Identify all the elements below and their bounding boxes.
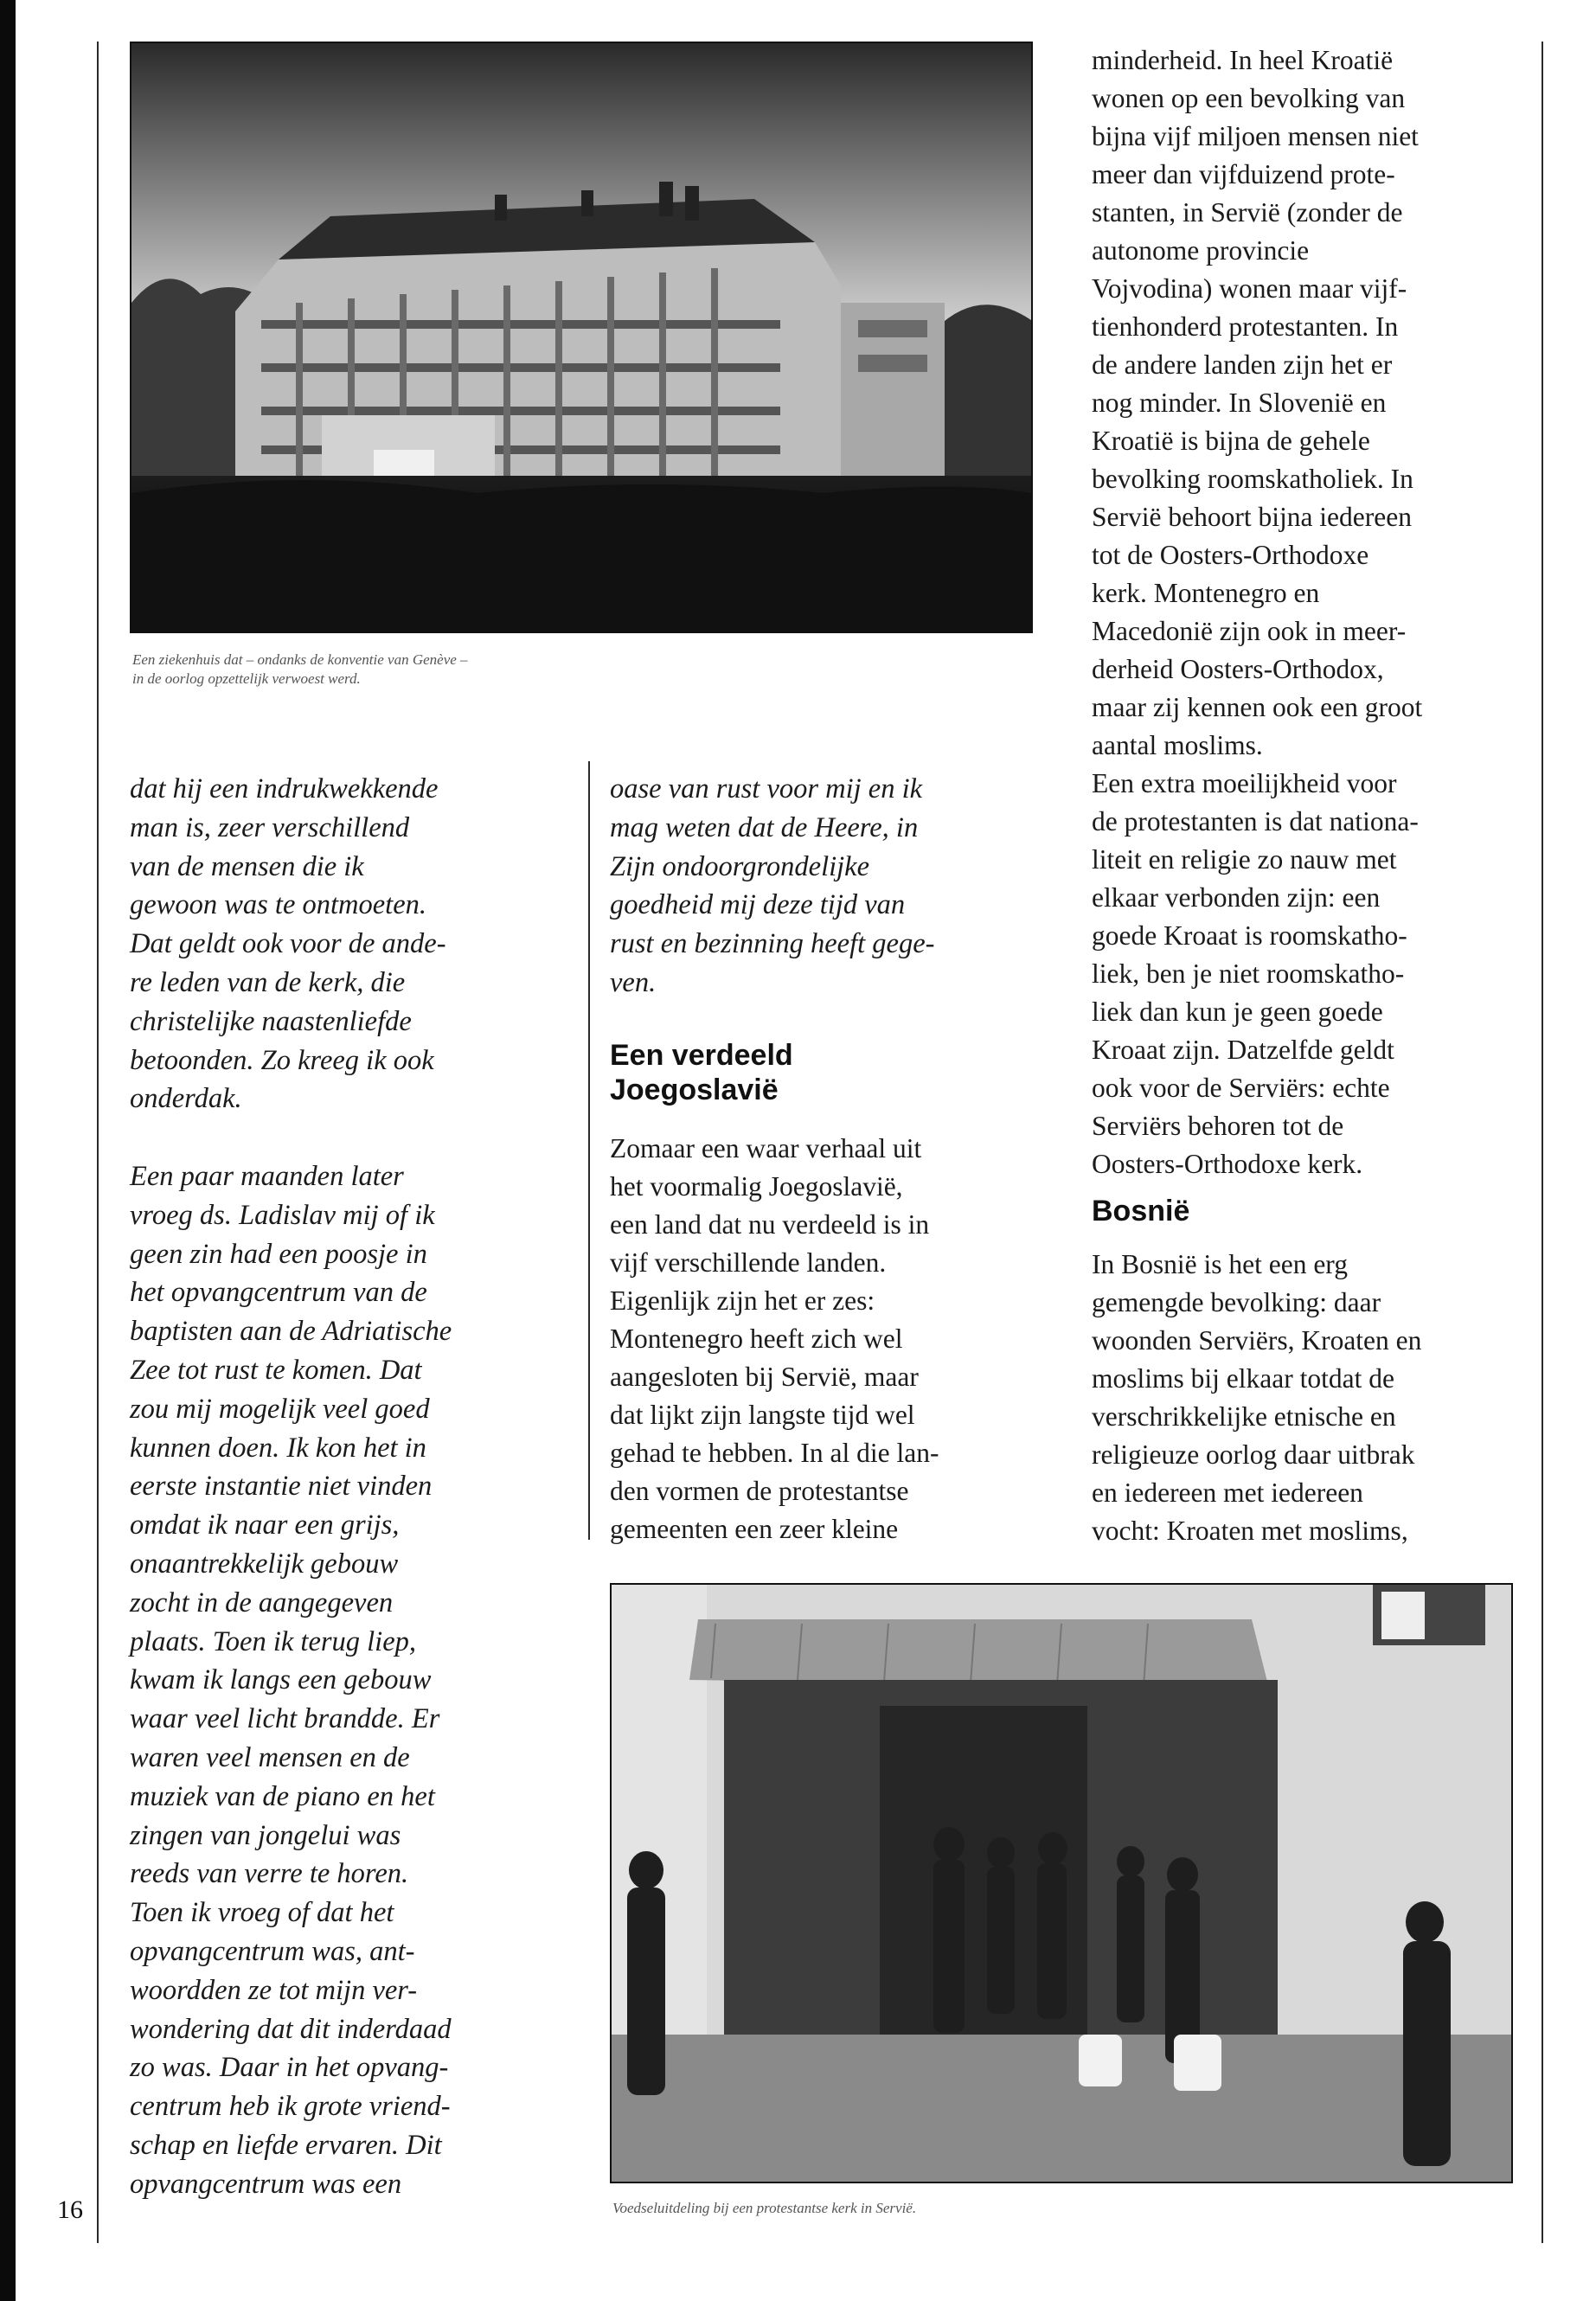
column-rule-left (97, 42, 99, 2243)
column-rule-middle (588, 761, 590, 1540)
scan-edge (0, 0, 16, 2301)
right-column-text-2: In Bosnië is het een erg gemengde bevolking: daar woonden Serviërs, Kroaten en moslims bij elkaar totdat de verschrikkelijke etnische en religieuze oorlog daar uitbrak en iedereen met iedereen vocht: Kroaten met moslims, (1092, 1249, 1422, 1546)
heading-bosnie: Bosnië (1092, 1195, 1190, 1227)
middle-column-text: Zomaar een waar verhaal uit het voormalig Joegoslavië, een land dat nu verdeeld is in vijf verschillende landen. Eigenlijk zijn het er zes: Montenegro heeft zich wel aangesloten bij Servië, maar dat lijkt zijn langste tijd wel gehad te hebben. In al die lan- den vormen de protestantse gemeenten een zeer kleine (610, 1133, 939, 1544)
food-distribution-photo (610, 1583, 1513, 2183)
column-rule-middle-top (1051, 42, 1053, 50)
heading-verdeeld-joegoslavie: Een verdeeld Joegoslavië (610, 1039, 793, 1106)
hospital-photo-caption: Een ziekenhuis dat – ondanks de konventie van Genève – in de oorlog opzettelijk verwoest werd. (132, 651, 468, 687)
column-rule-right (1542, 42, 1543, 2243)
middle-column-italic-text: oase van rust voor mij en ik mag weten dat de Heere, in Zijn ondoorgrondelijke goedheid mij deze tijd van rust en bezinning heeft gege- ven. (610, 773, 935, 998)
hospital-photo (130, 42, 1033, 633)
right-column-text-1: minderheid. In heel Kroatië wonen op een bevolking van bijna vijf miljoen mensen niet meer dan vijfduizend prote- stanten, in Servië (zonder de autonome provincie Vojvodina) wonen maar vijf- tienhonderd protestanten. In de andere landen zijn het er nog minder. In Slovenië en Kroatië is bijna de gehele bevolking roomskatholiek. In Servië behoort bijna iedereen tot de Oosters-Orthodoxe kerk. Montenegro en Macedonië zijn ook in meer- derheid Oosters-Orthodox, maar zij kennen ook een groot aantal moslims. Een extra moeilijkheid voor de protestanten is dat nationa- liteit en religie zo nauw met elkaar verbonden zijn: een goede Kroaat is roomskatho- liek, ben je niet roomskatho- liek dan kun je geen goede Kroaat zijn. Datzelfde geldt ook voor de Serviërs: echte Serviërs behoren tot de Oosters-Orthodoxe kerk. (1092, 45, 1423, 1179)
page-number: 16 (57, 2195, 83, 2224)
food-distribution-photo-caption: Voedseluitdeling bij een protestantse kerk in Servië. (612, 2200, 917, 2216)
left-column-text: dat hij een indrukwekkende man is, zeer verschillend van de mensen die ik gewoon was te ontmoeten. Dat geldt ook voor de ande- re leden van de kerk, die christelijke naastenliefde betoonden. Zo kreeg ik ook onderdak. Een paar maanden later vroeg ds. Ladislav mij of ik geen zin had een poosje in het opvangcentrum van de baptisten aan de Adriatische Zee tot rust te komen. Dat zou mij mogelijk veel goed kunnen doen. Ik kon het in eerste instantie niet vinden omdat ik naar een grijs, onaantrekkelijk gebouw zocht in de aangegeven plaats. Toen ik terug liep, kwam ik langs een gebouw waar veel licht brandde. Er waren veel mensen en de muziek van de piano en het zingen van jongelui was reeds van verre te horen. Toen ik vroeg of dat het opvangcentrum was, ant- woordden ze tot mijn ver- wondering dat dit inderdaad zo was. Daar in het opvang- centrum heb ik grote vriend- schap en liefde ervaren. Dit opvangcentrum was een (130, 773, 452, 2200)
